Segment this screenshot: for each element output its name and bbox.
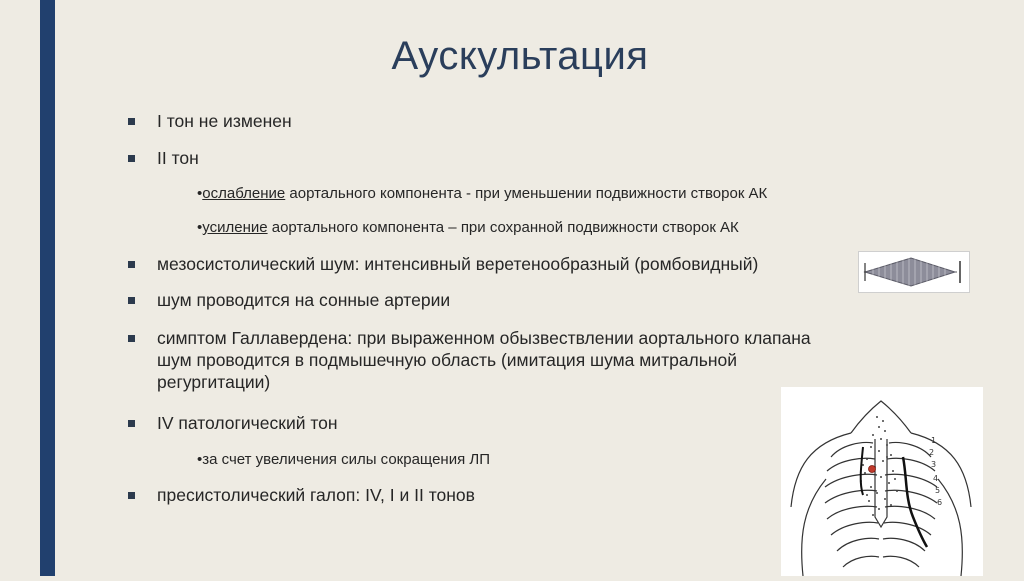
ribcage-icon	[781, 387, 983, 576]
murmur-diagram	[858, 251, 970, 293]
square-bullet-icon	[128, 261, 135, 268]
figure-label: 3	[931, 460, 937, 469]
bullet-item: IV патологический тон	[157, 412, 338, 434]
square-bullet-icon	[128, 118, 135, 125]
figure-label: 6	[937, 498, 943, 507]
bullet-item: I тон не изменен	[157, 110, 292, 132]
bullet-item: II тон	[157, 147, 199, 169]
bullet-item: мезосистолический шум: интенсивный веретенообразный (ромбовидный)	[157, 253, 758, 275]
square-bullet-icon	[128, 297, 135, 304]
slide-title: Аускультация	[391, 34, 649, 78]
chest-illustration	[781, 387, 983, 576]
bullet-item: пресистолический галоп: IV, I и II тонов	[157, 484, 475, 506]
figure-label: 2	[929, 448, 935, 457]
figure-label: 4	[933, 474, 939, 483]
sub-bullet-item: •усиление аортального компонента – при сохранной подвижности створок АК	[197, 219, 739, 236]
square-bullet-icon	[128, 155, 135, 162]
square-bullet-icon	[128, 420, 135, 427]
sub-bullet-item: •ослабление аортального компонента - при уменьшении подвижности створок АК	[197, 185, 768, 202]
square-bullet-icon	[128, 335, 135, 342]
square-bullet-icon	[128, 492, 135, 499]
diamond-murmur-icon	[859, 252, 969, 292]
bullet-item: шум проводится на сонные артерии	[157, 289, 450, 311]
figure-label: 5	[935, 486, 941, 495]
figure-label: 1	[931, 436, 937, 445]
bullet-item: симптом Галлавердена: при выраженном обызвествлении аортального клапана шум проводится в подмышечную область (имитация шума митральной регургитации)	[157, 327, 811, 393]
sub-bullet-item: •за счет увеличения силы сокращения ЛП	[197, 451, 490, 468]
